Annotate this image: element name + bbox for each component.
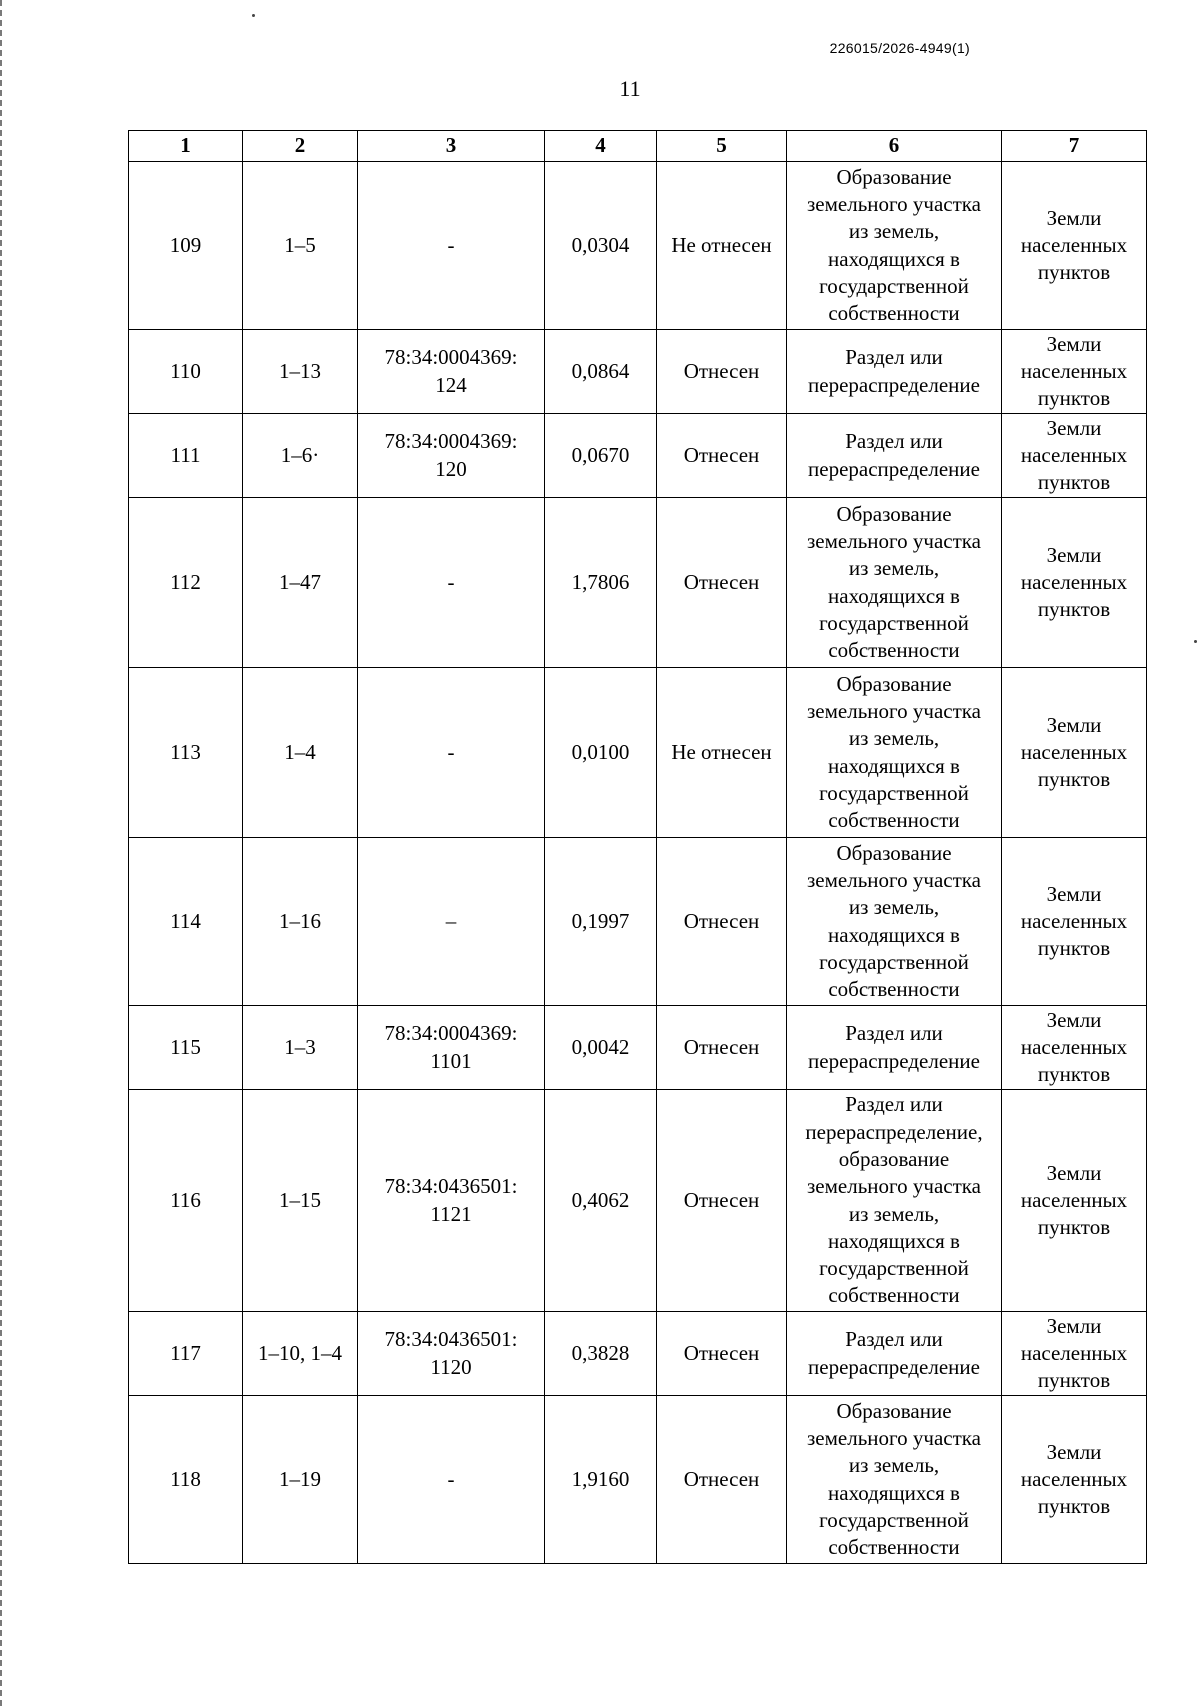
boundary-points: 1–13 — [243, 330, 358, 414]
formation-method: Раздел или перераспределение — [787, 414, 1002, 498]
page-number: 11 — [619, 76, 641, 101]
formation-method: Раздел или перераспределение, образование земельного участка из земель, находящихся в государственной собственности — [787, 1090, 1002, 1312]
formation-method: Образование земельного участка из земель, находящихся в государственной собственности — [787, 668, 1002, 838]
assignment-status: Отнесен — [657, 1396, 787, 1564]
column-header: 2 — [243, 131, 358, 162]
table-row — [129, 162, 1147, 330]
column-header: 3 — [358, 131, 545, 162]
plot-area: 0,0304 — [545, 162, 657, 330]
plot-area: 1,7806 — [545, 498, 657, 668]
boundary-points: 1–47 — [243, 498, 358, 668]
assignment-status: Не отнесен — [657, 668, 787, 838]
cadastral-number: - — [358, 668, 545, 838]
land-category: Земли населенных пунктов — [1002, 1006, 1147, 1090]
header-row — [129, 131, 1147, 162]
assignment-status: Отнесен — [657, 498, 787, 668]
land-category: Земли населенных пунктов — [1002, 838, 1147, 1006]
assignment-status: Отнесен — [657, 330, 787, 414]
boundary-points: 1–19 — [243, 1396, 358, 1564]
plot-number: 112 — [129, 498, 243, 668]
boundary-points: 1–5 — [243, 162, 358, 330]
cadastral-number: - — [358, 1396, 545, 1564]
plot-area: 0,0042 — [545, 1006, 657, 1090]
cadastral-number: 78:34:0004369: 120 — [358, 414, 545, 498]
plot-area: 0,1997 — [545, 838, 657, 1006]
cadastral-number: – — [358, 838, 545, 1006]
table-row — [129, 498, 1147, 668]
boundary-points: 1–4 — [243, 668, 358, 838]
table-row — [129, 1312, 1147, 1396]
plot-number: 109 — [129, 162, 243, 330]
table-row — [129, 1396, 1147, 1564]
boundary-points: 1–10, 1–4 — [243, 1312, 358, 1396]
cadastral-number: 78:34:0436501: 1120 — [358, 1312, 545, 1396]
column-header: 6 — [787, 131, 1002, 162]
plot-number: 117 — [129, 1312, 243, 1396]
formation-method: Раздел или перераспределение — [787, 1312, 1002, 1396]
plot-number: 113 — [129, 668, 243, 838]
column-header: 7 — [1002, 131, 1147, 162]
scan-edge — [0, 0, 2, 1706]
cadastral-number: - — [358, 498, 545, 668]
land-category: Земли населенных пунктов — [1002, 1396, 1147, 1564]
land-category: Земли населенных пунктов — [1002, 414, 1147, 498]
plot-number: 115 — [129, 1006, 243, 1090]
plot-area: 0,4062 — [545, 1090, 657, 1312]
cadastral-number: 78:34:0004369: 124 — [358, 330, 545, 414]
boundary-points: 1–16 — [243, 838, 358, 1006]
land-category: Земли населенных пунктов — [1002, 498, 1147, 668]
assignment-status: Не отнесен — [657, 162, 787, 330]
scan-speck — [1194, 640, 1197, 643]
formation-method: Образование земельного участка из земель, находящихся в государственной собственности — [787, 1396, 1002, 1564]
cadastral-number: 78:34:0436501: 1121 — [358, 1090, 545, 1312]
plot-area: 0,0670 — [545, 414, 657, 498]
table-row — [129, 1090, 1147, 1312]
plot-number: 110 — [129, 330, 243, 414]
cadastral-number: - — [358, 162, 545, 330]
column-header: 4 — [545, 131, 657, 162]
plot-number: 118 — [129, 1396, 243, 1564]
boundary-points: 1–3 — [243, 1006, 358, 1090]
plot-number: 116 — [129, 1090, 243, 1312]
assignment-status: Отнесен — [657, 1090, 787, 1312]
table-row — [129, 668, 1147, 838]
boundary-points: 1–15 — [243, 1090, 358, 1312]
table-row — [129, 1006, 1147, 1090]
plot-area: 1,9160 — [545, 1396, 657, 1564]
land-category: Земли населенных пунктов — [1002, 1090, 1147, 1312]
formation-method: Образование земельного участка из земель, находящихся в государственной собственности — [787, 498, 1002, 668]
table-row — [129, 414, 1147, 498]
land-category: Земли населенных пунктов — [1002, 162, 1147, 330]
land-plots-table — [128, 130, 1147, 1564]
column-header: 1 — [129, 131, 243, 162]
assignment-status: Отнесен — [657, 1006, 787, 1090]
formation-method: Образование земельного участка из земель, находящихся в государственной собственности — [787, 162, 1002, 330]
plot-number: 111 — [129, 414, 243, 498]
scan-speck — [252, 14, 255, 17]
formation-method: Раздел или перераспределение — [787, 330, 1002, 414]
plot-area: 0,0864 — [545, 330, 657, 414]
table-row — [129, 838, 1147, 1006]
cadastral-number: 78:34:0004369: 1101 — [358, 1006, 545, 1090]
formation-method: Раздел или перераспределение — [787, 1006, 1002, 1090]
formation-method: Образование земельного участка из земель, находящихся в государственной собственности — [787, 838, 1002, 1006]
assignment-status: Отнесен — [657, 1312, 787, 1396]
plot-number: 114 — [129, 838, 243, 1006]
land-category: Земли населенных пунктов — [1002, 330, 1147, 414]
assignment-status: Отнесен — [657, 414, 787, 498]
land-category: Земли населенных пунктов — [1002, 668, 1147, 838]
plot-area: 0,0100 — [545, 668, 657, 838]
plot-area: 0,3828 — [545, 1312, 657, 1396]
boundary-points: 1–6· — [243, 414, 358, 498]
table-row — [129, 330, 1147, 414]
column-header: 5 — [657, 131, 787, 162]
document-id: 226015/2026-4949(1) — [829, 40, 970, 56]
land-category: Земли населенных пунктов — [1002, 1312, 1147, 1396]
assignment-status: Отнесен — [657, 838, 787, 1006]
